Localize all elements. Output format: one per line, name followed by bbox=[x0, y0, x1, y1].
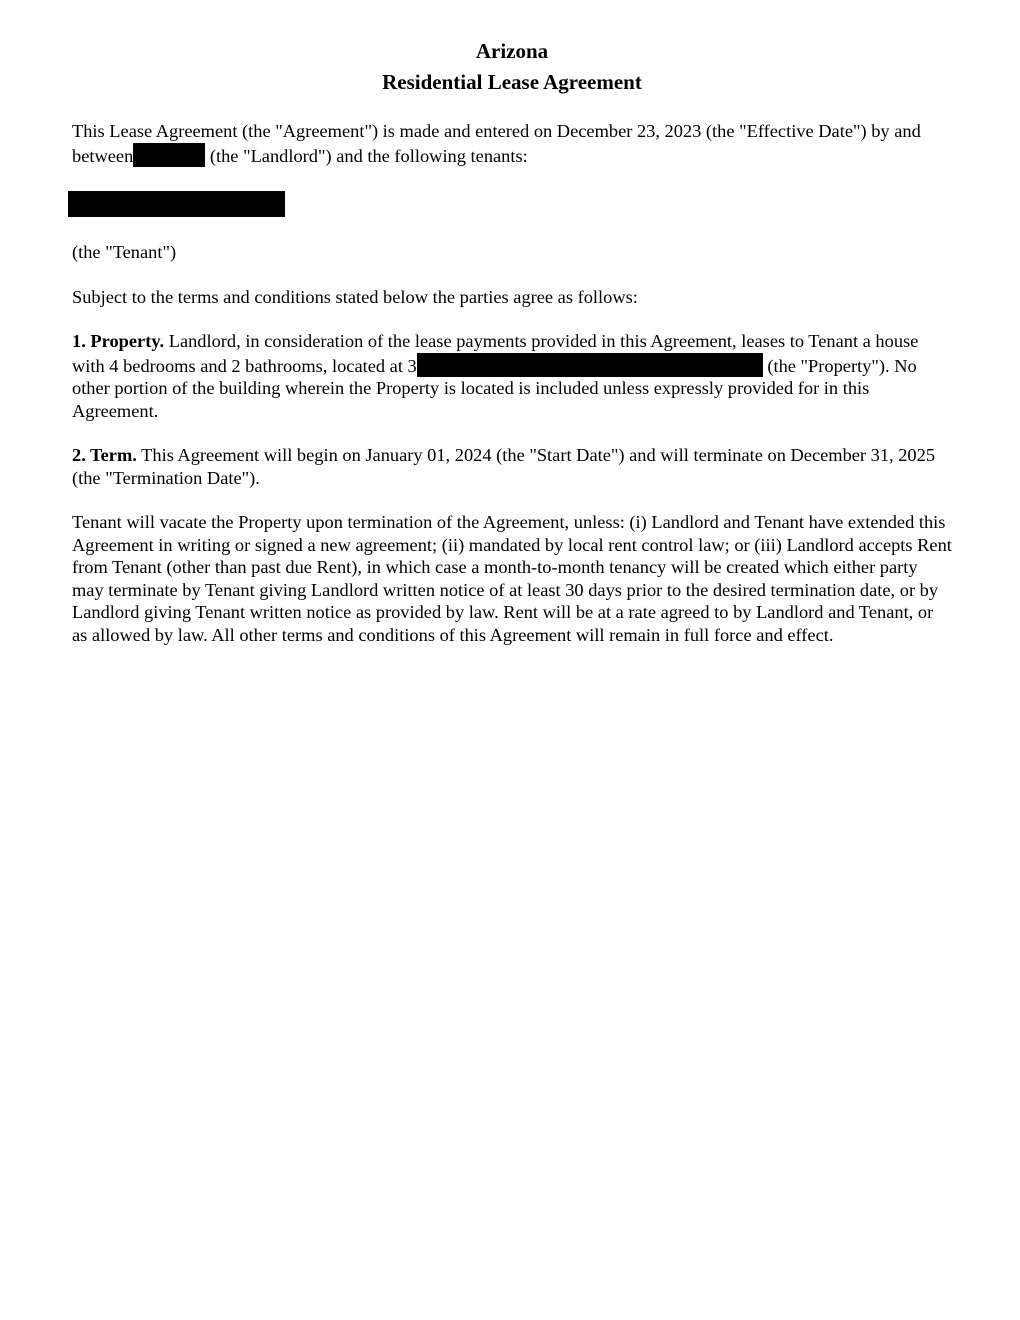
section-property-text-1: Landlord, in consideration of the lease payments provided in this Agreement, leases to Tenant a house with 4 bedrooms and 2 bathrooms, located at 3 bbox=[72, 331, 919, 376]
section-term-heading: 2. Term. bbox=[72, 445, 137, 465]
vacate-paragraph: Tenant will vacate the Property upon termination of the Agreement, unless: (i) Landlord and Tenant have extended this Agreement in writing or signed a new agreement; (ii) mandated by local rent control law; or (iii) Landlord accepts Rent from Tenant (other than past due Rent), in which case a month-to-month tenancy will be created which either party may terminate by Tenant giving Landlord written notice of at least 30 days prior to the desired termination date, or by Landlord giving Tenant written notice as provided by law. Rent will be at a rate agreed to by Landlord and Tenant, or as allowed by law. All other terms and conditions of this Agreement will remain in full force and effect. bbox=[72, 512, 952, 645]
property-address-redaction bbox=[417, 353, 763, 377]
section-term-text: This Agreement will begin on January 01, 2024 (the "Start Date") and will terminate on December 31, 2025 (the "Termination Date"). bbox=[72, 445, 936, 488]
section-property bbox=[72, 330, 952, 422]
intro-text-2: (the "Landlord") and the following tenants: bbox=[205, 145, 528, 166]
tenant-names-block bbox=[72, 191, 952, 217]
section-term bbox=[72, 444, 952, 489]
subject-line: Subject to the terms and conditions stated below the parties agree as follows: bbox=[72, 286, 638, 307]
intro-paragraph bbox=[72, 120, 952, 167]
title-state: Arizona bbox=[475, 39, 549, 63]
document-title bbox=[72, 36, 952, 98]
tenant-name-redaction bbox=[68, 191, 285, 217]
landlord-name-redaction bbox=[133, 143, 205, 167]
title-agreement: Residential Lease Agreement bbox=[382, 70, 642, 94]
section-property-text-2: (the "Property"). No other portion of the building wherein the Property is located is included unless expressly provided for in this Agreement. bbox=[72, 355, 917, 421]
section-property-heading: 1. Property. bbox=[72, 331, 165, 351]
intro-text-1: This Lease Agreement (the "Agreement") is made and entered on December 23, 2023 (the "Effective Date") by and between bbox=[72, 121, 921, 166]
tenant-label: (the "Tenant") bbox=[72, 242, 177, 262]
document-page bbox=[72, 36, 952, 646]
